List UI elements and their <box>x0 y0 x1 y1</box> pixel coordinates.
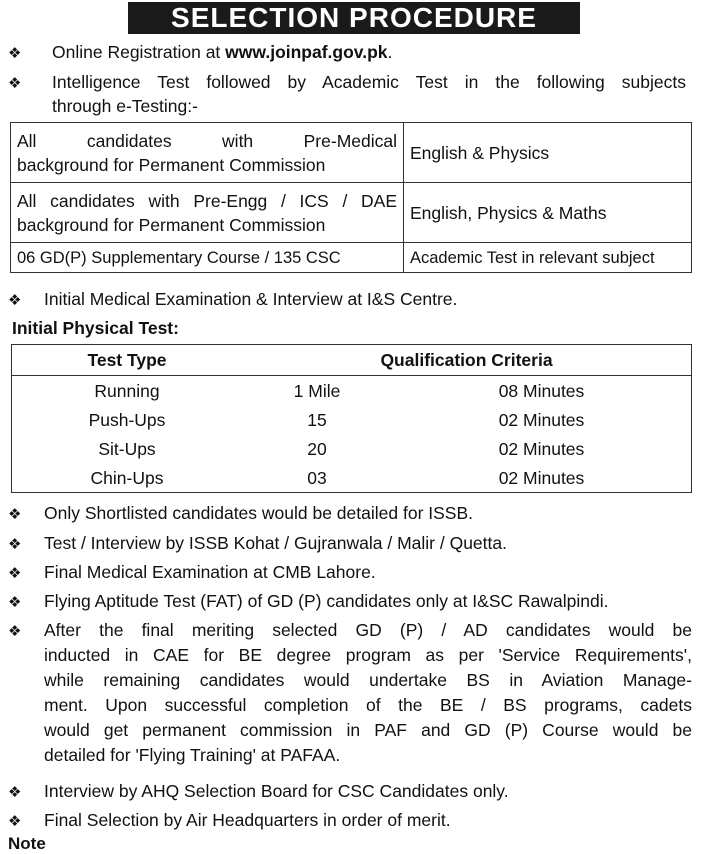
fat-line: Flying Aptitude Test (FAT) of GD (P) candidates only at I&SC Rawalpindi. <box>44 591 609 611</box>
table-row <box>11 123 692 183</box>
merit-line-1: After the final meriting selected GD (P) / AD candidates would be <box>44 620 692 640</box>
intel-line-2: through e-Testing:- <box>52 96 198 116</box>
bullet-icon: ❖ <box>8 45 22 62</box>
final-selection-line: Final Selection by Air Headquarters in order of merit. <box>44 810 451 830</box>
col-criteria: Qualification Criteria <box>242 345 692 376</box>
qty-cell: 1 Mile <box>293 380 341 401</box>
time-cell: 02 Minutes <box>498 409 585 430</box>
interview-line: Test / Interview by ISSB Kohat / Gujranwala / Malir / Quetta. <box>44 533 507 553</box>
bullet-icon: ❖ <box>8 813 22 830</box>
page-title: SELECTION PROCEDURE <box>128 2 580 34</box>
time-cell: 02 Minutes <box>498 438 585 459</box>
registration-link[interactable]: www.joinpaf.gov.pk <box>225 42 388 62</box>
bullet-icon: ❖ <box>8 75 22 92</box>
test-type-cell: Running <box>94 380 160 401</box>
bullet-icon: ❖ <box>8 565 22 582</box>
physical-test-table <box>11 344 692 493</box>
issb-line: Only Shortlisted candidates would be detailed for ISSB. <box>44 503 473 523</box>
table-header-row <box>12 345 692 376</box>
candidate-line: background for Permanent Commission <box>17 154 326 175</box>
physical-test-heading: Initial Physical Test: <box>12 318 179 338</box>
subjects-cell: English & Physics <box>404 123 692 183</box>
bullet-icon: ❖ <box>8 623 22 640</box>
time-cell: 02 Minutes <box>498 467 585 488</box>
intel-line-1: Intelligence Test followed by Academic Test in the following subjects <box>52 72 686 92</box>
final-medical-line: Final Medical Examination at CMB Lahore. <box>44 562 376 582</box>
test-type-cell: Chin-Ups <box>90 467 164 488</box>
cutoff-text: Note <box>8 834 46 853</box>
registration-suffix: . <box>387 42 393 62</box>
bullet-icon: ❖ <box>8 784 22 801</box>
merit-line-4: ment. Upon successful completion of the BE / BS programs, cadets <box>44 695 692 715</box>
table-row <box>11 183 692 243</box>
ahq-line: Interview by AHQ Selection Board for CSC Candidates only. <box>44 781 509 801</box>
medical-initial-line: Initial Medical Examination & Interview at I&S Centre. <box>44 289 458 309</box>
col-test-type: Test Type <box>12 345 243 376</box>
table-row <box>12 463 692 493</box>
candidate-line: background for Permanent Commission <box>17 214 326 235</box>
bullet-icon: ❖ <box>8 594 22 611</box>
table-row <box>11 243 692 273</box>
candidate-cell <box>11 123 404 183</box>
subjects-cell: English, Physics & Maths <box>404 183 692 243</box>
test-type-cell: Push-Ups <box>88 409 166 430</box>
registration-prefix: Online Registration at <box>52 42 226 62</box>
candidate-cell <box>11 183 404 243</box>
bullet-icon: ❖ <box>8 292 22 309</box>
academic-test-table <box>10 122 692 273</box>
candidate-line: All candidates with Pre-Medical <box>17 130 397 151</box>
bullet-icon: ❖ <box>8 536 22 553</box>
time-cell: 08 Minutes <box>498 380 585 401</box>
candidate-line: All candidates with Pre-Engg / ICS / DAE <box>17 190 397 211</box>
table-row <box>12 405 692 434</box>
qty-cell: 20 <box>307 438 327 459</box>
merit-line-5: would get permanent commission in PAF and GD (P) Course would be <box>44 720 692 740</box>
subjects-cell: Academic Test in relevant subject <box>404 243 692 273</box>
qty-cell: 03 <box>307 467 327 488</box>
table-row <box>12 376 692 406</box>
table-row <box>12 434 692 463</box>
candidate-cell: 06 GD(P) Supplementary Course / 135 CSC <box>11 243 404 273</box>
bullet-icon: ❖ <box>8 506 22 523</box>
qty-cell: 15 <box>307 409 327 430</box>
merit-line-6: detailed for 'Flying Training' at PAFAA. <box>44 745 341 765</box>
merit-line-2: inducted in CAE for BE degree program as per 'Service Requirements', <box>44 645 692 665</box>
registration-line <box>52 40 392 64</box>
test-type-cell: Sit-Ups <box>98 438 156 459</box>
merit-line-3: while remaining candidates would undertake BS in Aviation Manage- <box>44 670 692 690</box>
